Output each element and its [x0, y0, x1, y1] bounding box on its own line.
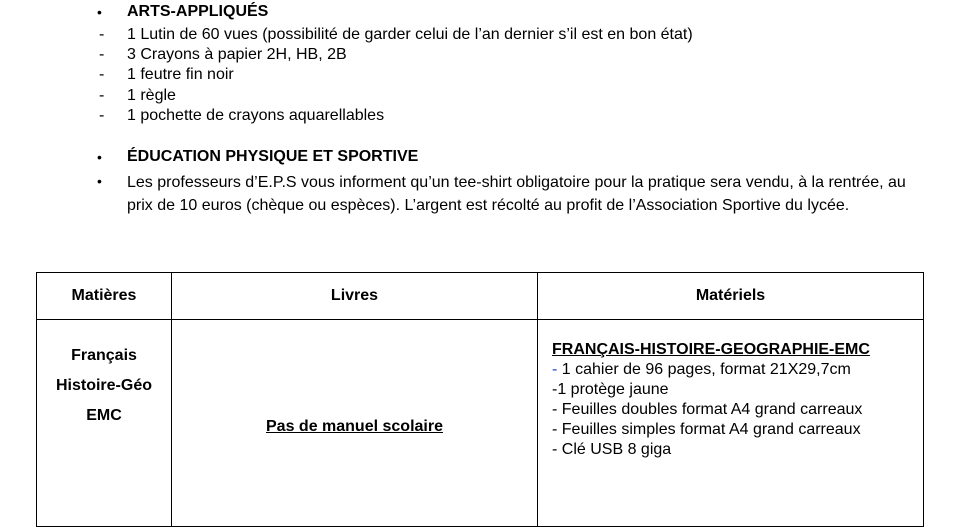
list-item-regle: 1 règle: [127, 87, 176, 104]
dash: -: [99, 107, 105, 124]
subject-histoire-geo: Histoire-Géo: [55, 377, 152, 394]
dash: -: [99, 46, 105, 63]
materials-item-protege: -1 protège jaune: [552, 381, 669, 398]
bullet-eps: •: [97, 149, 102, 165]
subjects-cell: [37, 320, 172, 527]
bullet-eps-paragraph: •: [97, 173, 102, 189]
subject-emc: EMC: [86, 407, 122, 424]
table-header-row: [37, 273, 924, 320]
dash: -: [99, 26, 105, 43]
list-item-lutin: 1 Lutin de 60 vues (possibilité de garder celui de l’an dernier s’il est en bon état): [127, 26, 693, 43]
materials-item-cahier: 1 cahier de 96 pages, format 21X29,7cm: [557, 361, 851, 378]
dash: -: [99, 66, 105, 83]
materials-item-cle-usb: - Clé USB 8 giga: [552, 441, 672, 458]
subject-francais: Français: [71, 347, 137, 364]
header-matieres: Matières: [37, 273, 172, 320]
materials-title: FRANÇAIS-HISTOIRE-GEOGRAPHIE-EMC: [552, 341, 870, 358]
materials-dash: -: [552, 361, 558, 378]
table-row: [37, 320, 924, 527]
dash: -: [99, 87, 105, 104]
eps-paragraph: Les professeurs d’E.P.S vous informent qu’un tee-shirt obligatoire pour la pratique sera vendu, à la rentrée, au prix de 10 euros (chèque ou espèces). L’argent est récolté au profit de l’Association Sportive du lycée.: [127, 174, 906, 214]
supplies-table: [36, 272, 924, 527]
books-none-label: Pas de manuel scolaire: [266, 418, 443, 435]
books-cell: [172, 320, 538, 527]
materials-cell: [538, 320, 924, 527]
materials-item-feuilles-doubles: - Feuilles doubles format A4 grand carreaux: [552, 401, 863, 418]
header-materiels: Matériels: [538, 273, 924, 320]
list-item-crayons: 3 Crayons à papier 2H, HB, 2B: [127, 46, 347, 63]
bullet-arts: •: [97, 4, 102, 20]
list-item-pochette: 1 pochette de crayons aquarellables: [127, 107, 385, 124]
list-item-feutre: 1 feutre fin noir: [127, 66, 234, 83]
materials-item: [552, 360, 923, 380]
materials-item-feuilles-simples: - Feuilles simples format A4 grand carreaux: [552, 421, 861, 438]
heading-arts-appliques: ARTS-APPLIQUÉS: [127, 3, 269, 20]
header-livres: Livres: [172, 273, 538, 320]
heading-eps: ÉDUCATION PHYSIQUE ET SPORTIVE: [127, 148, 419, 165]
